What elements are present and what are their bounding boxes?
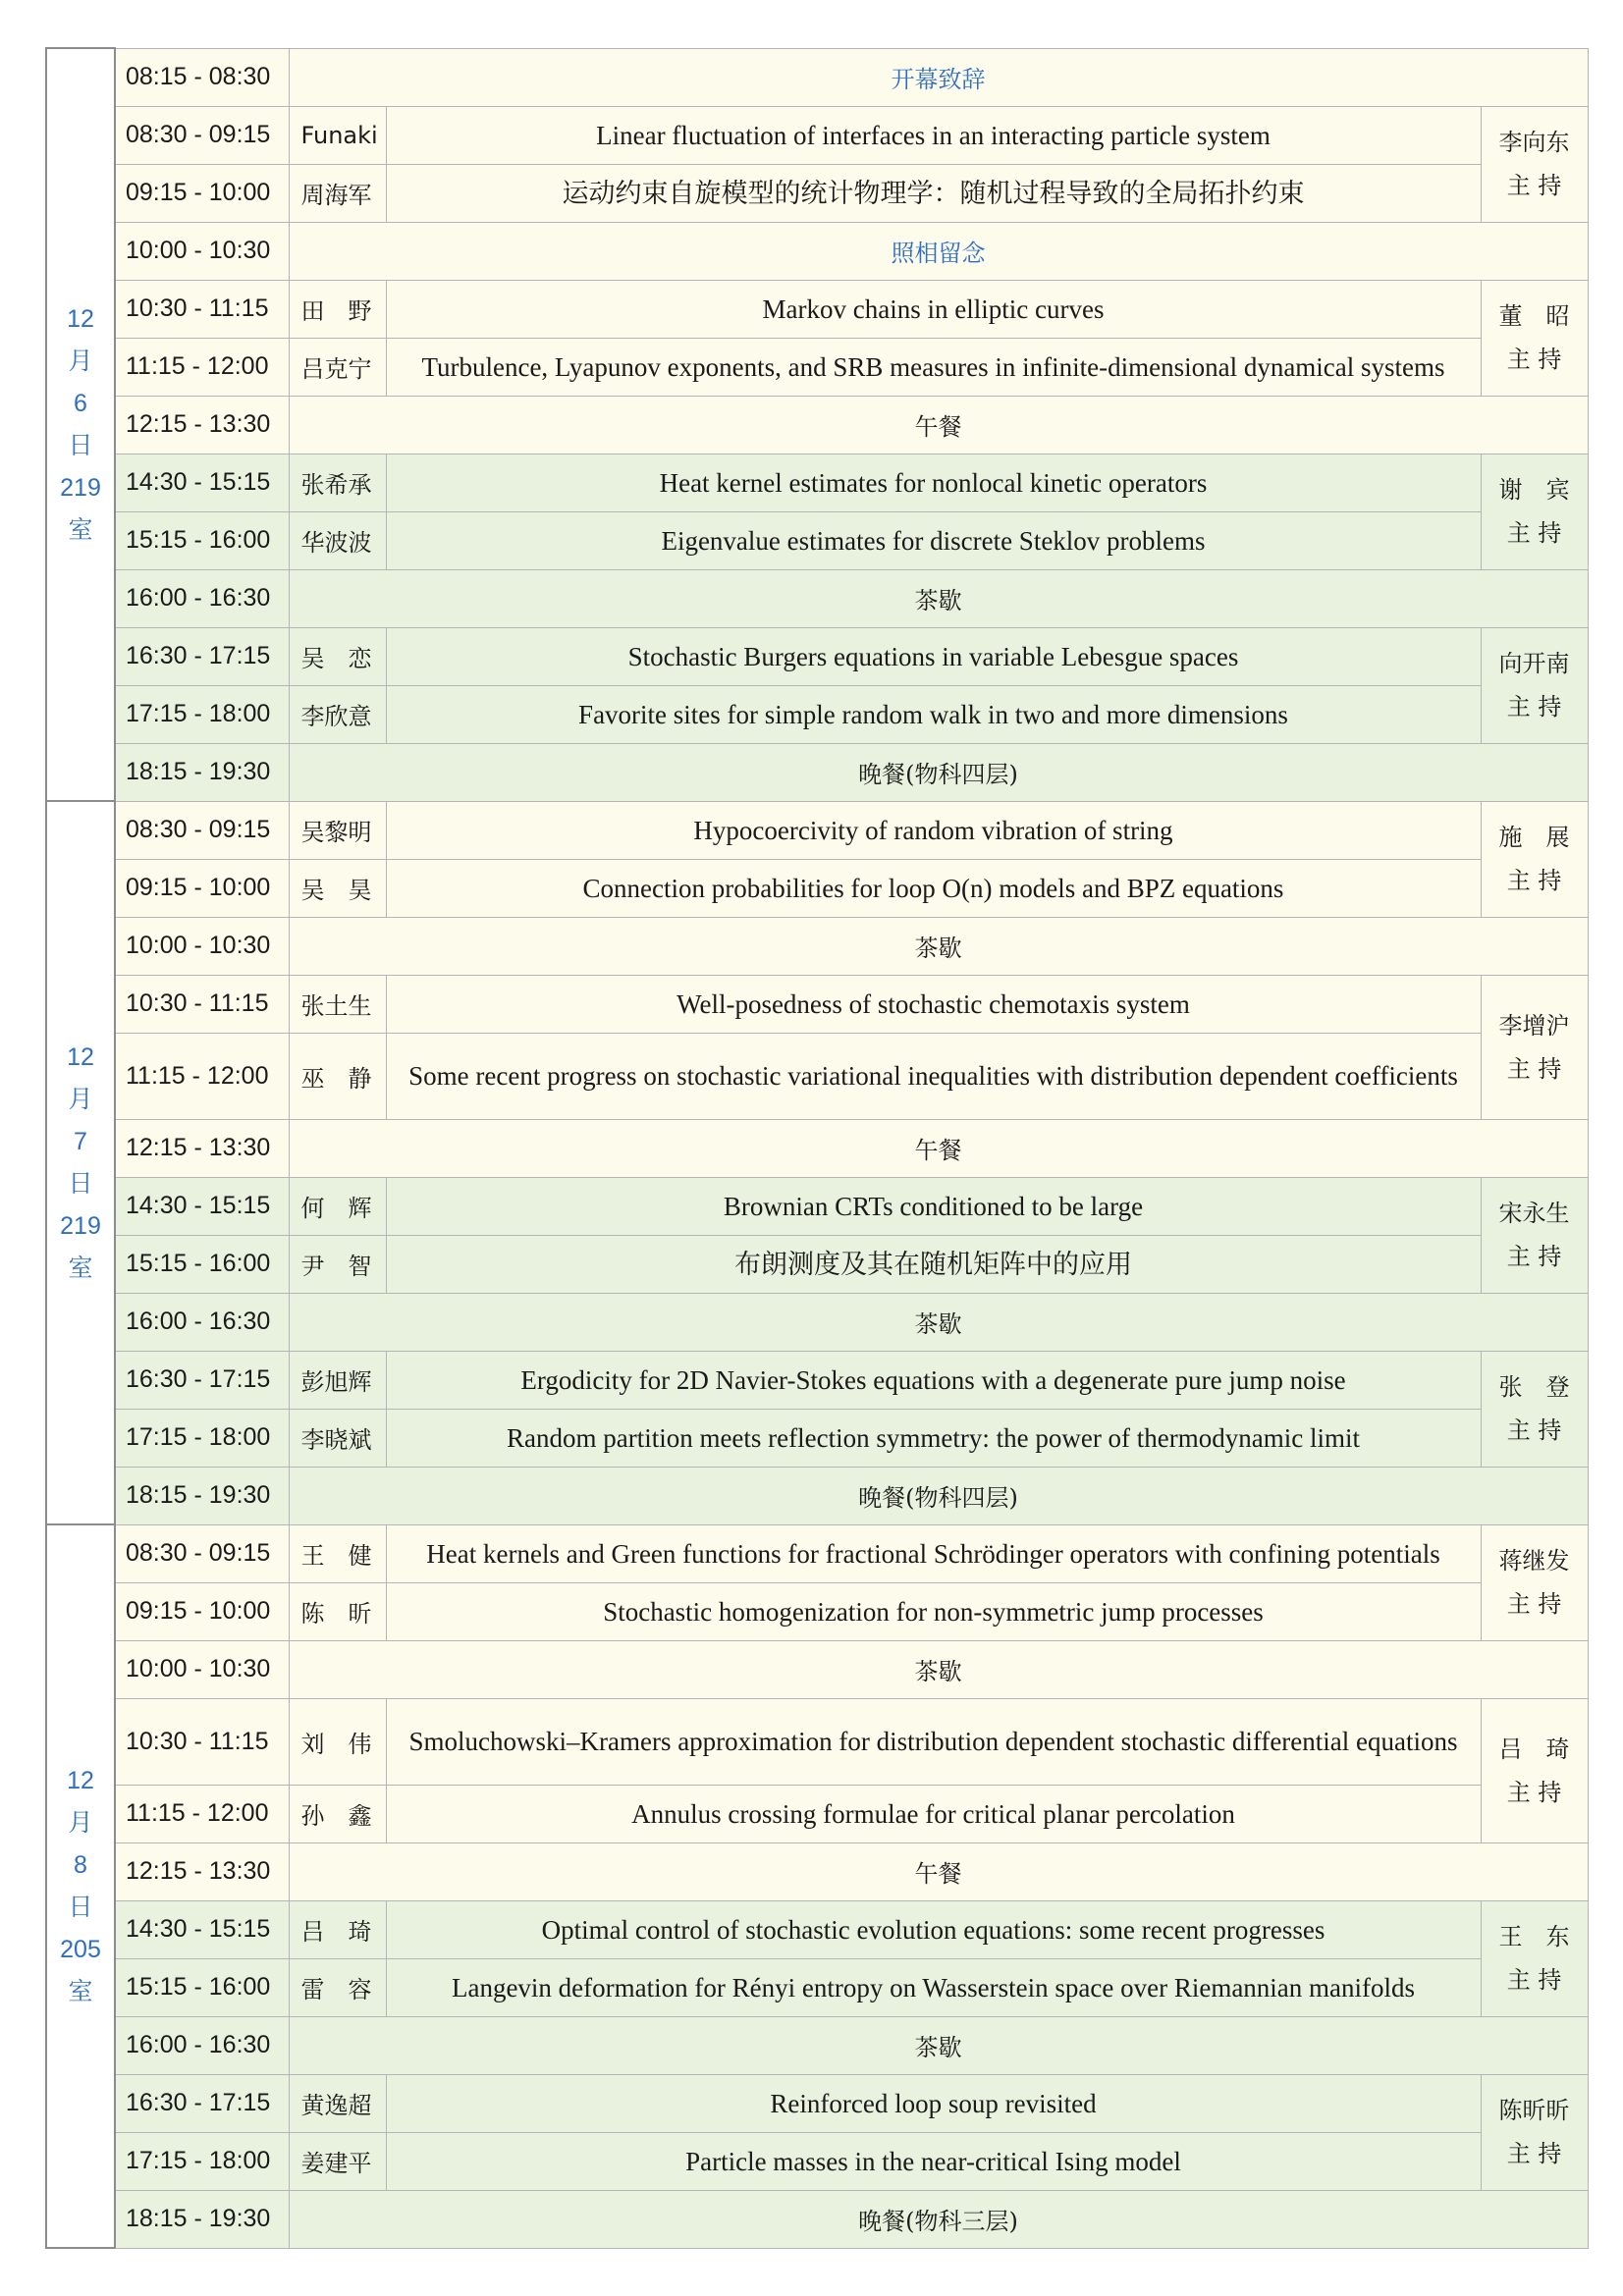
- time-cell: 14:30 - 15:15: [115, 1177, 289, 1235]
- break-cell: 茶歇: [289, 917, 1588, 975]
- chair-name: 陈昕昕: [1498, 2097, 1570, 2124]
- chair-name: 谢 宾: [1498, 476, 1570, 504]
- chair-cell: [1481, 1524, 1588, 1640]
- break-cell: 茶歇: [289, 1293, 1588, 1351]
- time-cell: 15:15 - 16:00: [115, 511, 289, 569]
- break-cell: 茶歇: [289, 2016, 1588, 2074]
- schedule-row: [46, 2190, 1588, 2248]
- schedule-row: [46, 1293, 1588, 1351]
- speaker-cell: 雷 容: [289, 1958, 386, 2016]
- schedule-row: [46, 511, 1588, 569]
- day-label-line: 室: [68, 1977, 93, 2005]
- time-cell: 08:30 - 09:15: [115, 106, 289, 164]
- schedule-row: [46, 1785, 1588, 1842]
- time-cell: 10:00 - 10:30: [115, 222, 289, 280]
- day-cell: [46, 801, 115, 1524]
- day-label-line: 室: [68, 515, 93, 544]
- break-cell: 午餐: [289, 1842, 1588, 1900]
- schedule-row: [46, 1640, 1588, 1698]
- chair-cell: [1481, 627, 1588, 743]
- schedule-row: [46, 1582, 1588, 1640]
- time-cell: 14:30 - 15:15: [115, 454, 289, 511]
- schedule-row: [46, 1177, 1588, 1235]
- time-cell: 11:15 - 12:00: [115, 338, 289, 396]
- day-label-line: 日: [68, 1169, 93, 1198]
- schedule-table: [45, 47, 1589, 2249]
- schedule-row: [46, 222, 1588, 280]
- time-cell: 16:30 - 17:15: [115, 627, 289, 685]
- talk-title: 运动约束自旋模型的统计物理学：随机过程导致的全局拓扑约束: [386, 164, 1481, 222]
- speaker-cell: 吕克宁: [289, 338, 386, 396]
- chair-cell: [1481, 2074, 1588, 2190]
- day-label-line: 12: [67, 1042, 94, 1071]
- time-cell: 18:15 - 19:30: [115, 743, 289, 801]
- time-cell: 08:30 - 09:15: [115, 1524, 289, 1582]
- schedule-row: [46, 1958, 1588, 2016]
- schedule-row: [46, 1235, 1588, 1293]
- speaker-cell: 吕 琦: [289, 1900, 386, 1958]
- schedule-row: [46, 1842, 1588, 1900]
- time-cell: 17:15 - 18:00: [115, 2132, 289, 2190]
- time-cell: 15:15 - 16:00: [115, 1958, 289, 2016]
- talk-title: Eigenvalue estimates for discrete Steklov problems: [386, 511, 1481, 569]
- day-label-line: 月: [68, 1808, 93, 1837]
- speaker-cell: 李欣意: [289, 685, 386, 743]
- talk-title: Heat kernel estimates for nonlocal kinetic operators: [386, 454, 1481, 511]
- time-cell: 18:15 - 19:30: [115, 2190, 289, 2248]
- time-cell: 10:30 - 11:15: [115, 975, 289, 1033]
- chair-cell: [1481, 280, 1588, 396]
- schedule-row: [46, 2016, 1588, 2074]
- chair-name: 施 展: [1498, 824, 1570, 851]
- talk-title: Brownian CRTs conditioned to be large: [386, 1177, 1481, 1235]
- day-cell: [46, 1524, 115, 2248]
- break-cell: 晚餐(物科三层): [289, 2190, 1588, 2248]
- day-label-line: 219: [60, 1211, 101, 1240]
- schedule-body: [46, 48, 1588, 2248]
- schedule-row: [46, 1524, 1588, 1582]
- chair-cell: [1481, 454, 1588, 569]
- chair-cell: [1481, 1900, 1588, 2016]
- chair-role: 主 持: [1506, 519, 1562, 547]
- time-cell: 12:15 - 13:30: [115, 1842, 289, 1900]
- speaker-cell: 黄逸超: [289, 2074, 386, 2132]
- time-cell: 16:00 - 16:30: [115, 569, 289, 627]
- day-cell: [46, 48, 115, 801]
- speaker-cell: 巫 静: [289, 1033, 386, 1119]
- schedule-row: [46, 2132, 1588, 2190]
- chair-role: 主 持: [1506, 1243, 1562, 1270]
- schedule-row: [46, 48, 1588, 106]
- time-cell: 09:15 - 10:00: [115, 164, 289, 222]
- speaker-cell: 何 辉: [289, 1177, 386, 1235]
- time-cell: 09:15 - 10:00: [115, 1582, 289, 1640]
- day-label-line: 室: [68, 1254, 93, 1282]
- speaker-cell: 姜建平: [289, 2132, 386, 2190]
- chair-role: 主 持: [1506, 1966, 1562, 1994]
- time-cell: 14:30 - 15:15: [115, 1900, 289, 1958]
- schedule-row: [46, 859, 1588, 917]
- schedule-row: [46, 801, 1588, 859]
- speaker-cell: Funaki: [289, 106, 386, 164]
- time-cell: 16:00 - 16:30: [115, 2016, 289, 2074]
- day-label-line: 日: [68, 1893, 93, 1921]
- time-cell: 16:30 - 17:15: [115, 2074, 289, 2132]
- time-cell: 18:15 - 19:30: [115, 1467, 289, 1524]
- chair-name: 吕 琦: [1498, 1735, 1570, 1763]
- talk-title: 布朗测度及其在随机矩阵中的应用: [386, 1235, 1481, 1293]
- speaker-cell: 周海军: [289, 164, 386, 222]
- speaker-cell: 吴 恋: [289, 627, 386, 685]
- talk-title: Hypocoercivity of random vibration of string: [386, 801, 1481, 859]
- time-cell: 17:15 - 18:00: [115, 685, 289, 743]
- chair-role: 主 持: [1506, 172, 1562, 199]
- speaker-cell: 华波波: [289, 511, 386, 569]
- speaker-cell: 王 健: [289, 1524, 386, 1582]
- time-cell: 11:15 - 12:00: [115, 1033, 289, 1119]
- talk-title: Well-posedness of stochastic chemotaxis system: [386, 975, 1481, 1033]
- schedule-row: [46, 454, 1588, 511]
- break-cell: 午餐: [289, 1119, 1588, 1177]
- chair-role: 主 持: [1506, 1778, 1562, 1806]
- schedule-row: [46, 338, 1588, 396]
- break-cell: 照相留念: [289, 222, 1588, 280]
- chair-role: 主 持: [1506, 2140, 1562, 2167]
- talk-title: Reinforced loop soup revisited: [386, 2074, 1481, 2132]
- talk-title: Linear fluctuation of interfaces in an interacting particle system: [386, 106, 1481, 164]
- talk-title: Annulus crossing formulae for critical planar percolation: [386, 1785, 1481, 1842]
- schedule-row: [46, 627, 1588, 685]
- day-label-line: 12: [67, 1766, 94, 1794]
- chair-name: 董 昭: [1498, 302, 1570, 330]
- chair-role: 主 持: [1506, 693, 1562, 721]
- chair-name: 向开南: [1498, 650, 1570, 677]
- day-label-line: 205: [60, 1935, 101, 1963]
- chair-name: 王 东: [1498, 1923, 1570, 1950]
- talk-title: Optimal control of stochastic evolution equations: some recent progresses: [386, 1900, 1481, 1958]
- time-cell: 17:15 - 18:00: [115, 1409, 289, 1467]
- schedule-row: [46, 2074, 1588, 2132]
- time-cell: 15:15 - 16:00: [115, 1235, 289, 1293]
- chair-cell: [1481, 1177, 1588, 1293]
- time-cell: 10:00 - 10:30: [115, 917, 289, 975]
- schedule-row: [46, 569, 1588, 627]
- talk-title: Random partition meets reflection symmetry: the power of thermodynamic limit: [386, 1409, 1481, 1467]
- time-cell: 10:30 - 11:15: [115, 1698, 289, 1785]
- time-cell: 08:30 - 09:15: [115, 801, 289, 859]
- talk-title: Particle masses in the near-critical Ising model: [386, 2132, 1481, 2190]
- day-label-line: 8: [74, 1850, 87, 1879]
- schedule-row: [46, 1900, 1588, 1958]
- talk-title: Smoluchowski–Kramers approximation for distribution dependent stochastic differential equations: [386, 1698, 1481, 1785]
- speaker-cell: 李晓斌: [289, 1409, 386, 1467]
- speaker-cell: 吴 昊: [289, 859, 386, 917]
- time-cell: 16:00 - 16:30: [115, 1293, 289, 1351]
- schedule-row: [46, 743, 1588, 801]
- talk-title: Markov chains in elliptic curves: [386, 280, 1481, 338]
- chair-cell: [1481, 1351, 1588, 1467]
- schedule-row: [46, 106, 1588, 164]
- time-cell: 10:30 - 11:15: [115, 280, 289, 338]
- break-cell: 开幕致辞: [289, 48, 1588, 106]
- day-label-line: 7: [74, 1127, 87, 1155]
- day-label-line: 219: [60, 473, 101, 502]
- speaker-cell: 田 野: [289, 280, 386, 338]
- chair-name: 李增沪: [1498, 1011, 1570, 1040]
- time-cell: 16:30 - 17:15: [115, 1351, 289, 1409]
- chair-cell: [1481, 975, 1588, 1119]
- time-cell: 12:15 - 13:30: [115, 1119, 289, 1177]
- chair-cell: [1481, 106, 1588, 222]
- chair-role: 主 持: [1506, 1416, 1562, 1444]
- day-label-line: 12: [67, 304, 94, 333]
- talk-title: Favorite sites for simple random walk in two and more dimensions: [386, 685, 1481, 743]
- speaker-cell: 孙 鑫: [289, 1785, 386, 1842]
- speaker-cell: 张土生: [289, 975, 386, 1033]
- speaker-cell: 吴黎明: [289, 801, 386, 859]
- schedule-row: [46, 280, 1588, 338]
- day-label-line: 月: [68, 347, 93, 375]
- day-label-line: 月: [68, 1085, 93, 1113]
- chair-role: 主 持: [1506, 1590, 1562, 1618]
- break-cell: 晚餐(物科四层): [289, 743, 1588, 801]
- break-cell: 茶歇: [289, 569, 1588, 627]
- schedule-row: [46, 685, 1588, 743]
- schedule-row: [46, 1409, 1588, 1467]
- talk-title: Langevin deformation for Rényi entropy on Wasserstein space over Riemannian manifolds: [386, 1958, 1481, 2016]
- chair-role: 主 持: [1506, 1054, 1562, 1083]
- speaker-cell: 刘 伟: [289, 1698, 386, 1785]
- chair-name: 蒋继发: [1498, 1547, 1570, 1575]
- talk-title: Stochastic homogenization for non-symmetric jump processes: [386, 1582, 1481, 1640]
- talk-title: Heat kernels and Green functions for fractional Schrödinger operators with confining potentials: [386, 1524, 1481, 1582]
- time-cell: 12:15 - 13:30: [115, 396, 289, 454]
- time-cell: 11:15 - 12:00: [115, 1785, 289, 1842]
- schedule-row: [46, 975, 1588, 1033]
- schedule-row: [46, 1351, 1588, 1409]
- speaker-cell: 张希承: [289, 454, 386, 511]
- chair-name: 宋永生: [1498, 1200, 1570, 1227]
- speaker-cell: 陈 昕: [289, 1582, 386, 1640]
- time-cell: 09:15 - 10:00: [115, 859, 289, 917]
- day-label-line: 日: [68, 431, 93, 459]
- chair-name: 张 登: [1498, 1373, 1570, 1401]
- chair-role: 主 持: [1506, 867, 1562, 894]
- schedule-row: [46, 1467, 1588, 1524]
- break-cell: 茶歇: [289, 1640, 1588, 1698]
- schedule-row: [46, 396, 1588, 454]
- schedule-row: [46, 1033, 1588, 1119]
- talk-title: Turbulence, Lyapunov exponents, and SRB measures in infinite-dimensional dynamical systems: [386, 338, 1481, 396]
- speaker-cell: 彭旭辉: [289, 1351, 386, 1409]
- talk-title: Ergodicity for 2D Navier-Stokes equations with a degenerate pure jump noise: [386, 1351, 1481, 1409]
- chair-role: 主 持: [1506, 346, 1562, 373]
- break-cell: 晚餐(物科四层): [289, 1467, 1588, 1524]
- schedule-row: [46, 1119, 1588, 1177]
- schedule-row: [46, 164, 1588, 222]
- talk-title: Some recent progress on stochastic variational inequalities with distribution dependent coefficients: [386, 1033, 1481, 1119]
- chair-cell: [1481, 1698, 1588, 1842]
- time-cell: 08:15 - 08:30: [115, 48, 289, 106]
- chair-name: 李向东: [1498, 129, 1570, 156]
- chair-cell: [1481, 801, 1588, 917]
- schedule-row: [46, 917, 1588, 975]
- speaker-cell: 尹 智: [289, 1235, 386, 1293]
- schedule-row: [46, 1698, 1588, 1785]
- talk-title: Connection probabilities for loop O(n) models and BPZ equations: [386, 859, 1481, 917]
- time-cell: 10:00 - 10:30: [115, 1640, 289, 1698]
- talk-title: Stochastic Burgers equations in variable Lebesgue spaces: [386, 627, 1481, 685]
- day-label-line: 6: [74, 389, 87, 417]
- break-cell: 午餐: [289, 396, 1588, 454]
